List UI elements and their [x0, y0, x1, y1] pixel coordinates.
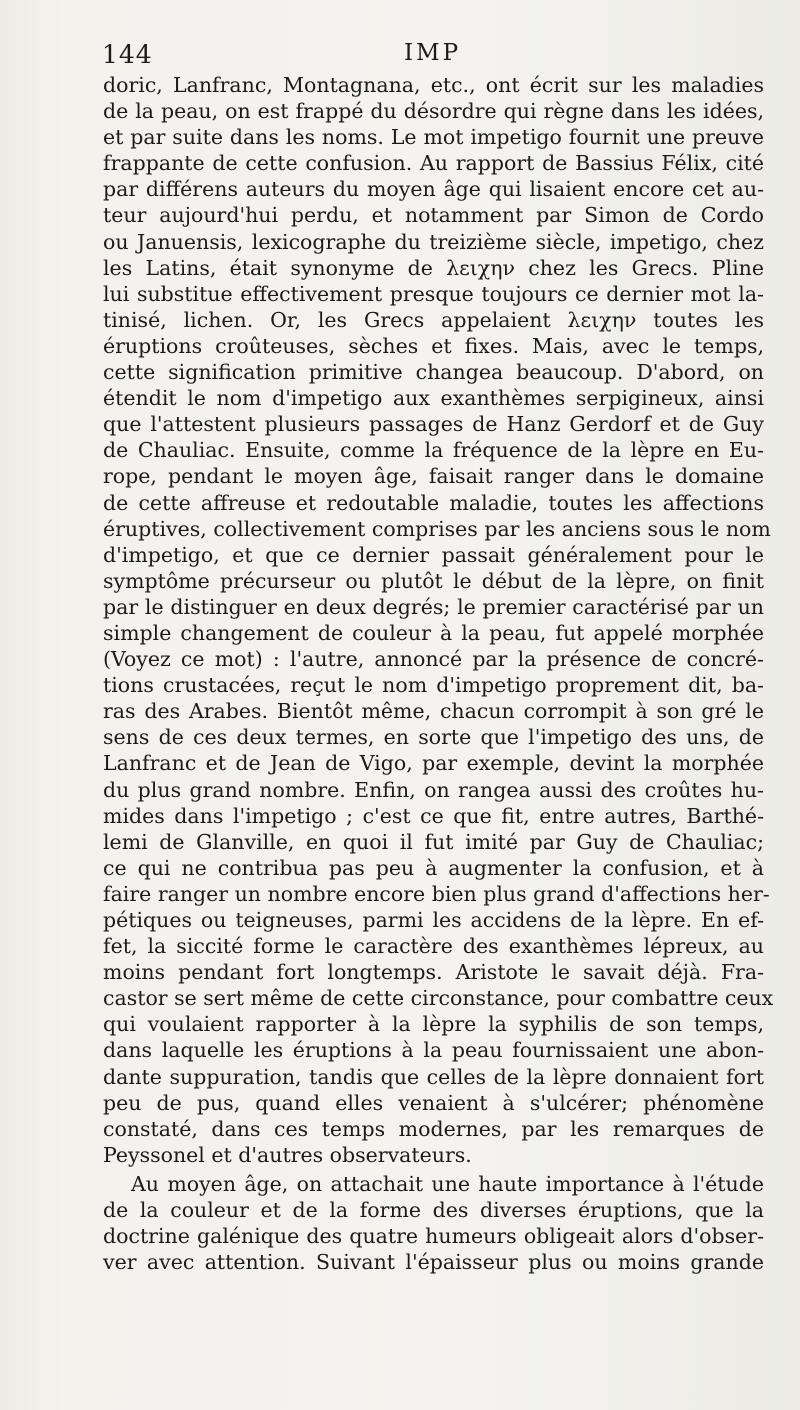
- text-line: les Latins, était synonyme de λειχην chez les Grecs. Pline: [103, 255, 764, 280]
- text-line: ce qui ne contribua pas peu à augmenter la confusion, et à: [103, 855, 764, 880]
- text-line: simple changement de couleur à la peau, fut appelé morphée: [103, 620, 764, 645]
- text-line: et par suite dans les noms. Le mot impetigo fournit une preuve: [103, 125, 764, 150]
- text-line: de Chauliac. Ensuite, comme la fréquence de la lèpre en Eu-: [103, 438, 764, 463]
- text-line: éruptions croûteuses, sèches et fixes. Mais, avec le temps,: [103, 333, 764, 358]
- running-title: IMP: [403, 40, 462, 66]
- body-text: [103, 72, 774, 1275]
- text-line: du plus grand nombre. Enfin, on rangea aussi des croûtes hu-: [103, 777, 764, 802]
- text-line: qui voulaient rapporter à la lèpre la syphilis de son temps,: [103, 1012, 764, 1037]
- text-line: par le distinguer en deux degrés; le premier caractérisé par un: [103, 594, 764, 619]
- text-line: rope, pendant le moyen âge, faisait ranger dans le domaine: [103, 464, 764, 489]
- text-line: tinisé, lichen. Or, les Grecs appelaient λειχην toutes les: [103, 307, 764, 332]
- text-line: de la peau, on est frappé du désordre qui règne dans les idées,: [103, 99, 764, 124]
- text-line: mides dans l'impetigo ; c'est ce que fit, entre autres, Barthé-: [103, 803, 764, 828]
- text-line: ou Januensis, lexicographe du treizième siècle, impetigo, chez: [103, 229, 764, 254]
- text-line: doric, Lanfranc, Montagnana, etc., ont écrit sur les maladies: [103, 73, 764, 97]
- text-line: d'impetigo, et que ce dernier passait généralement pour le: [103, 542, 764, 567]
- text-line: Lanfranc et de Jean de Vigo, par exemple, devint la morphée: [103, 751, 764, 776]
- running-head: [100, 36, 765, 70]
- text-line: (Voyez ce mot) : l'autre, annoncé par la présence de concré-: [103, 647, 764, 672]
- text-line: castor se sert même de cette circonstance, pour combattre ceux: [103, 986, 774, 1011]
- page-number: 144: [102, 40, 153, 69]
- paragraph: [103, 72, 774, 1168]
- text-line: peu de pus, quand elles venaient à s'ulcérer; phénomène: [103, 1090, 764, 1115]
- text-line: ver avec attention. Suivant l'épaisseur plus ou moins grande: [103, 1250, 764, 1275]
- text-line: fet, la siccité forme le caractère des exanthèmes lépreux, au: [103, 934, 764, 959]
- text-line: faire ranger un nombre encore bien plus grand d'affections her-: [103, 881, 770, 906]
- text-line: teur aujourd'hui perdu, et notamment par Simon de Cordo: [103, 203, 764, 228]
- text-line: ras des Arabes. Bientôt même, chacun corrompit à son gré le: [103, 699, 764, 724]
- text-line: de cette affreuse et redoutable maladie, toutes les affections: [103, 490, 764, 515]
- text-line: symptôme précurseur ou plutôt le début de la lèpre, on finit: [103, 568, 764, 593]
- text-line: tions crustacées, reçut le nom d'impetigo proprement dit, ba-: [103, 673, 764, 698]
- paragraph: [103, 1171, 764, 1275]
- text-line: lemi de Glanville, en quoi il fut imité par Guy de Chauliac;: [103, 829, 764, 854]
- text-line: pétiques ou teigneuses, parmi les accidens de la lèpre. En ef-: [103, 908, 764, 932]
- text-line: Au moyen âge, on attachait une haute importance à l'étude: [131, 1171, 764, 1196]
- text-line: éruptives, collectivement comprises par les anciens sous le nom: [103, 516, 771, 541]
- text-line: que l'attestent plusieurs passages de Hanz Gerdorf et de Guy: [103, 412, 764, 437]
- text-line: doctrine galénique des quatre humeurs obligeait alors d'obser-: [103, 1224, 764, 1249]
- text-line: lui substitue effectivement presque toujours ce dernier mot la-: [103, 281, 764, 306]
- text-line: dans laquelle les éruptions à la peau fournissaient une abon-: [103, 1038, 764, 1063]
- text-line: constaté, dans ces temps modernes, par les remarques de: [103, 1116, 764, 1141]
- text-line: dante suppuration, tandis que celles de la lèpre donnaient fort: [103, 1064, 764, 1089]
- text-line: frappante de cette confusion. Au rapport de Bassius Félix, cité: [103, 151, 764, 176]
- text-line: moins pendant fort longtemps. Aristote le savait déjà. Fra-: [103, 960, 764, 985]
- text-line: étendit le nom d'impetigo aux exanthèmes serpigineux, ainsi: [103, 386, 764, 411]
- text-line: Peyssonel et d'autres observateurs.: [103, 1142, 472, 1167]
- text-line: de la couleur et de la forme des diverses éruptions, que la: [103, 1198, 764, 1223]
- text-line: sens de ces deux termes, en sorte que l'impetigo des uns, de: [103, 725, 764, 750]
- text-line: par différens auteurs du moyen âge qui lisaient encore cet au-: [103, 177, 764, 202]
- text-line: cette signification primitive changea beaucoup. D'abord, on: [103, 360, 764, 385]
